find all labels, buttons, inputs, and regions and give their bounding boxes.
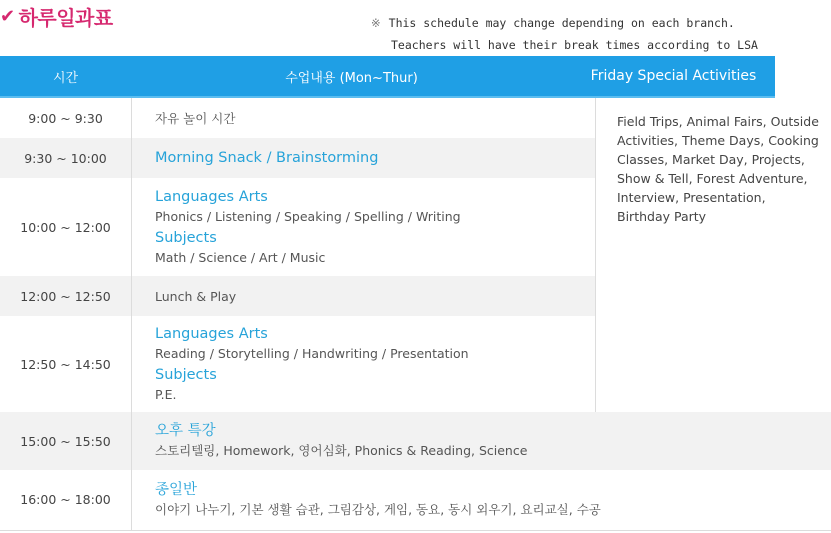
activity-cell (132, 316, 596, 412)
activity-heading: Subjects (155, 229, 217, 246)
activity-cell (132, 98, 596, 138)
friday-activities-text: Field Trips, Animal Fairs, Outside Activities, Theme Days, Cooking Classes, Market Day, Projects, Show & Tell, Forest Adventure, Interview, Presentation, Birthday Party (617, 114, 819, 224)
activity-heading: 종일반 (155, 481, 198, 498)
time-cell: 9:00 ~ 9:30 (0, 98, 132, 138)
activity-cell (132, 178, 596, 276)
activity-heading: Languages Arts (155, 188, 268, 205)
activity-heading: Languages Arts (155, 325, 268, 342)
page-title-text: 하루일과표 (18, 6, 113, 30)
schedule-header (0, 56, 775, 98)
time-cell: 9:30 ~ 10:00 (0, 138, 132, 178)
table-row (0, 412, 831, 470)
time-cell: 12:50 ~ 14:50 (0, 316, 132, 412)
time-cell: 12:00 ~ 12:50 (0, 276, 132, 316)
schedule-notice (371, 12, 758, 56)
time-cell: 15:00 ~ 15:50 (0, 412, 132, 470)
activity-detail: Math / Science / Art / Music (155, 249, 326, 265)
notice-line-1: This schedule may change depending on each branch. (388, 16, 735, 30)
activity-text: Lunch & Play (155, 288, 237, 304)
activity-detail: Phonics / Listening / Speaking / Spelling / Writing (155, 208, 461, 224)
activity-cell (132, 412, 831, 470)
time-cell: 16:00 ~ 18:00 (0, 470, 132, 530)
activity-detail: P.E. (155, 386, 177, 402)
activity-detail: Reading / Storytelling / Handwriting / Presentation (155, 345, 469, 361)
activity-cell (132, 470, 831, 530)
header-friday: Friday Special Activities (590, 68, 757, 84)
activity-heading: 오후 특강 (155, 423, 216, 439)
activity-cell (132, 276, 596, 316)
activity-text: 자유 놀이 시간 (155, 111, 236, 126)
friday-activities-cell (596, 98, 831, 412)
header-time: 시간 (52, 70, 79, 86)
activity-detail: 이야기 나누기, 기본 생활 습관, 그림감상, 게임, 동요, 동시 외우기, 요리교실, 수공 (155, 501, 601, 517)
notice-line-2: Teachers will have their break times according to LSA (391, 38, 758, 52)
activity-cell (132, 138, 596, 178)
activity-detail: 스토리텔링, Homework, 영어심화, Phonics & Reading, Science (155, 443, 528, 458)
check-icon: ✔ (0, 6, 15, 27)
page-title (0, 2, 113, 31)
schedule-table (0, 98, 831, 531)
activity-heading: Morning Snack / Brainstorming (155, 150, 379, 166)
table-row (0, 470, 831, 530)
header-mon-thur: 수업내용 (Mon~Thur) (285, 70, 418, 86)
table-row (0, 98, 831, 138)
time-cell: 10:00 ~ 12:00 (0, 178, 132, 276)
activity-heading: Subjects (155, 366, 217, 383)
reference-mark-icon: ※ (371, 16, 381, 30)
